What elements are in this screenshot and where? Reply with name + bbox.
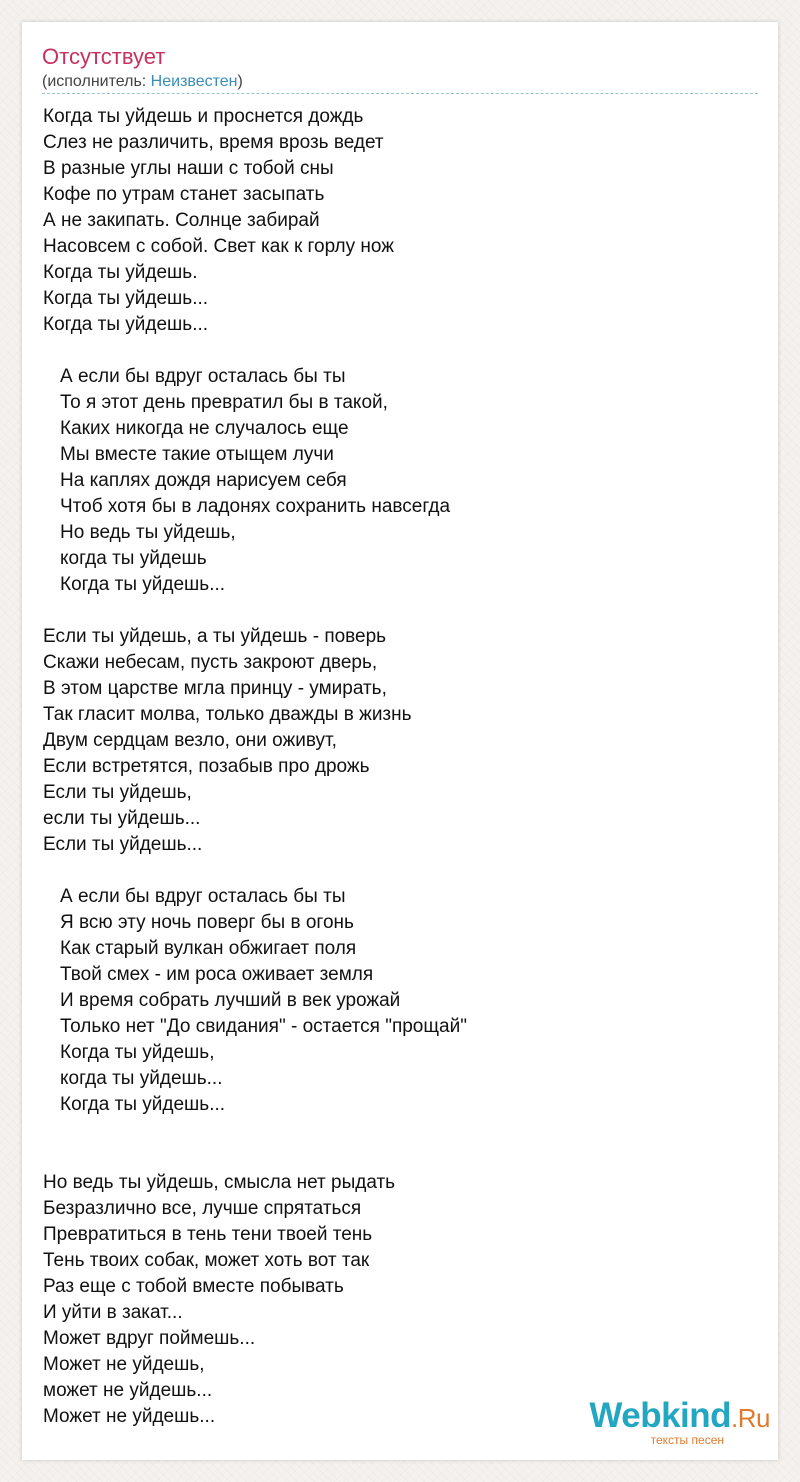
lyrics-line: Когда ты уйдешь... <box>43 288 209 309</box>
lyrics-verse <box>43 104 763 338</box>
lyrics-verse <box>43 1170 763 1430</box>
lyrics-line: Как старый вулкан обжигает поля <box>60 938 357 959</box>
lyrics-line: На каплях дождя нарисуем себя <box>60 470 347 491</box>
lyrics-line: Тень твоих собак, может хоть вот так <box>43 1250 370 1271</box>
lyrics-line: То я этот день превратил бы в такой, <box>60 392 388 413</box>
logo-wordmark <box>589 1396 770 1438</box>
lyrics-line: Слез не различить, время врозь ведет <box>43 132 384 153</box>
lyrics-line: Я всю эту ночь поверг бы в огонь <box>60 912 354 933</box>
lyrics-line: может не уйдешь... <box>43 1380 213 1401</box>
lyrics-line: Если ты уйдешь, а ты уйдешь - поверь <box>43 626 387 647</box>
artist-line <box>42 72 243 92</box>
lyrics-line: Насовсем с собой. Свет как к горлу нож <box>43 236 394 257</box>
lyrics-line: Безразлично все, лучше спрятаться <box>43 1198 362 1219</box>
title-divider <box>42 93 758 94</box>
lyrics-line: И уйти в закат... <box>43 1302 183 1323</box>
site-logo[interactable] <box>560 1396 770 1452</box>
lyrics-line: В этом царстве мгла принцу - умирать, <box>43 678 387 699</box>
lyrics-line: А если бы вдруг осталась бы ты <box>60 886 346 907</box>
lyrics-card <box>22 22 778 1460</box>
lyrics-line: Может не уйдешь... <box>43 1406 216 1427</box>
lyrics-line: Каких никогда не случалось еще <box>60 418 349 439</box>
lyrics-line: Мы вместе такие отыщем лучи <box>60 444 334 465</box>
artist-suffix: ) <box>237 73 243 90</box>
lyrics-line: Может не уйдешь, <box>43 1354 205 1375</box>
lyrics-line: Только нет "До свидания" - остается "прощай" <box>60 1016 467 1037</box>
artist-link[interactable]: Неизвестен <box>150 73 238 90</box>
logo-domain: .Ru <box>731 1403 770 1433</box>
lyrics-line: когда ты уйдешь <box>60 548 207 569</box>
lyrics-line: Когда ты уйдешь. <box>43 262 198 283</box>
lyrics-line: Так гласит молва, только дважды в жизнь <box>43 704 412 725</box>
lyrics-line: Твой смех - им роса оживает земля <box>60 964 374 985</box>
lyrics-line: Но ведь ты уйдешь, <box>60 522 236 543</box>
lyrics-line: Раз еще с тобой вместе побывать <box>43 1276 344 1297</box>
lyrics-line: А не закипать. Солнце забирай <box>43 210 320 231</box>
lyrics-line: Может вдруг поймешь... <box>43 1328 256 1349</box>
lyrics-line: Двум сердцам везло, они оживут, <box>43 730 337 751</box>
lyrics-line: Когда ты уйдешь... <box>60 574 226 595</box>
lyrics-line: Если встретятся, позабыв про дрожь <box>43 756 370 777</box>
lyrics-line: Если ты уйдешь... <box>43 834 203 855</box>
lyrics-line: Если ты уйдешь, <box>43 782 192 803</box>
lyrics-line: если ты уйдешь... <box>43 808 201 829</box>
lyrics-line: Чтоб хотя бы в ладонях сохранить навсегда <box>60 496 451 517</box>
lyrics-line: Превратиться в тень тени твоей тень <box>43 1224 373 1245</box>
artist-prefix: (исполнитель: <box>42 73 151 90</box>
lyrics-line: Кофе по утрам станет засыпать <box>43 184 325 205</box>
song-title: Отсутствует <box>42 44 166 69</box>
lyrics-body <box>43 104 763 1456</box>
lyrics-line: когда ты уйдешь... <box>60 1068 223 1089</box>
lyrics-line: Когда ты уйдешь... <box>60 1094 226 1115</box>
logo-brand: Webkind <box>589 1396 732 1435</box>
lyrics-line: Когда ты уйдешь, <box>60 1042 215 1063</box>
lyrics-verse <box>43 364 763 598</box>
lyrics-line: А если бы вдруг осталась бы ты <box>60 366 346 387</box>
lyrics-line: В разные углы наши с тобой сны <box>43 158 334 179</box>
lyrics-line: Но ведь ты уйдешь, смысла нет рыдать <box>43 1172 396 1193</box>
logo-tagline: тексты песен <box>650 1433 724 1447</box>
lyrics-verse <box>43 624 763 858</box>
lyrics-line: И время собрать лучший в век урожай <box>60 990 401 1011</box>
lyrics-line: Когда ты уйдешь... <box>43 314 209 335</box>
lyrics-line: Когда ты уйдешь и проснется дождь <box>43 106 364 127</box>
lyrics-verse <box>43 884 763 1118</box>
lyrics-line: Скажи небесам, пусть закроют дверь, <box>43 652 378 673</box>
